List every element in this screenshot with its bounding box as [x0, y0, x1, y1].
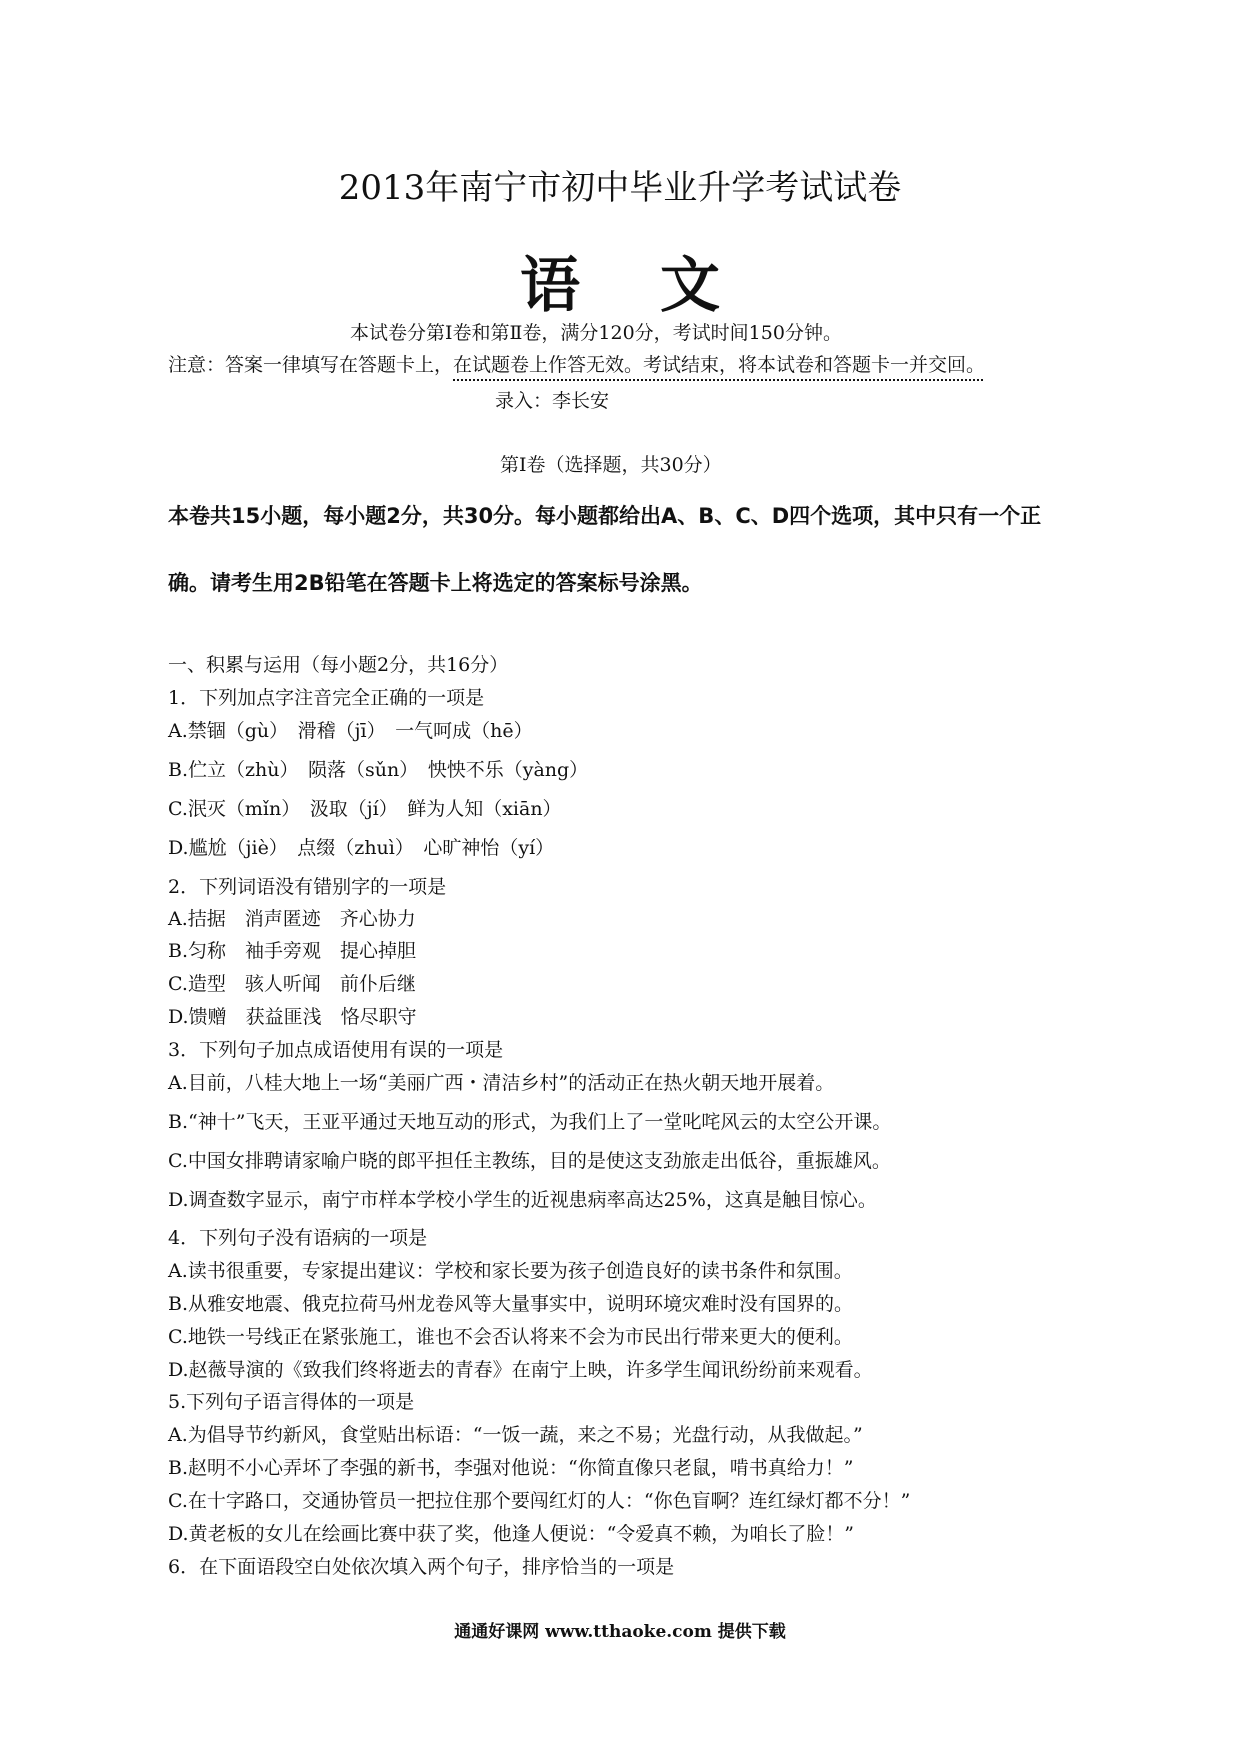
option-line: A.读书很重要，专家提出建议：学校和家长要为孩子创造良好的读书条件和氛围。 — [168, 1260, 853, 1282]
notice-emphasis: 在试题卷上作答无效。考试结束，将本试卷和答题卡一并交回。 — [453, 354, 986, 376]
option-line: B.赵明不小心弄坏了李强的新书，李强对他说：“你简直像只老鼠，啃书真给力！” — [168, 1457, 854, 1479]
part1-instruction-line1: 本卷共15小题，每小题2分，共30分。每小题都给出A、B、C、D四个选项，其中只有一个正 — [168, 504, 1042, 528]
option-line: D.馈赠 获益匪浅 恪尽职守 — [168, 1006, 417, 1028]
option-line: A.为倡导节约新风，食堂贴出标语：“一饭一蔬，来之不易；光盘行动，从我做起。” — [168, 1424, 863, 1446]
question-stem: 6．在下面语段空白处依次填入两个句子，排序恰当的一项是 — [168, 1556, 675, 1578]
section-heading: 一、积累与运用（每小题2分，共16分） — [168, 654, 509, 676]
option-line: B.从雅安地震、俄克拉荷马州龙卷风等大量事实中，说明环境灾难时没有国界的。 — [168, 1293, 854, 1315]
option-line: A.拮据 消声匿迹 齐心协力 — [168, 908, 416, 930]
question-stem: 1．下列加点字注音完全正确的一项是 — [168, 687, 485, 709]
exam-intro: 本试卷分第Ⅰ卷和第Ⅱ卷，满分120分，考试时间150分钟。 — [350, 322, 842, 344]
option-line: A.禁锢（gù） 滑稽（jī） 一气呵成（hē） — [168, 720, 533, 742]
exam-notice — [168, 350, 985, 377]
option-line: D.赵薇导演的《致我们终将逝去的青春》在南宁上映，许多学生闻讯纷纷前来观看。 — [168, 1359, 873, 1381]
option-line: D.尴尬（jiè） 点缀（zhuì） 心旷神怡（yí） — [168, 837, 555, 859]
option-line: B.匀称 袖手旁观 提心掉胆 — [168, 940, 417, 962]
subject-title: 语文 — [520, 251, 800, 321]
question-stem: 2．下列词语没有错别字的一项是 — [168, 876, 447, 898]
part1-instruction-line2: 确。请考生用2B铅笔在答题卡上将选定的答案标号涂黑。 — [168, 571, 703, 595]
part1-title: 第Ⅰ卷（选择题，共30分） — [500, 454, 722, 476]
option-line: A.目前，八桂大地上一场“美丽广西・清洁乡村”的活动正在热火朝天地开展着。 — [168, 1072, 835, 1094]
question-stem: 4．下列句子没有语病的一项是 — [168, 1227, 428, 1249]
option-line: C.泯灭（mǐn） 汲取（jí） 鲜为人知（xiān） — [168, 798, 562, 820]
option-line: D.调查数字显示，南宁市样本学校小学生的近视患病率高达25%，这真是触目惊心。 — [168, 1189, 877, 1211]
notice-prefix: 注意：答案一律填写在答题卡上， — [168, 354, 454, 376]
typist-credit: 录入：李长安 — [495, 390, 610, 412]
option-line: C.在十字路口，交通协管员一把拉住那个要闯红灯的人：“你色盲啊？连红绿灯都不分！” — [168, 1490, 911, 1512]
option-line: B.“神十”飞天，王亚平通过天地互动的形式，为我们上了一堂叱咤风云的太空公开课。 — [168, 1111, 892, 1133]
footer-source: 通通好课网 www.tthaoke.com 提供下载 — [454, 1622, 786, 1642]
option-line: C.中国女排聘请家喻户晓的郎平担任主教练，目的是使这支劲旅走出低谷，重振雄风。 — [168, 1150, 891, 1172]
option-line: C.地铁一号线正在紧张施工，谁也不会否认将来不会为市民出行带来更大的便利。 — [168, 1326, 853, 1348]
option-line: B.伫立（zhù） 陨落（sǔn） 怏怏不乐（yàng） — [168, 759, 589, 781]
question-stem: 3．下列句子加点成语使用有误的一项是 — [168, 1039, 504, 1061]
question-stem: 5.下列句子语言得体的一项是 — [168, 1391, 415, 1413]
option-line: C.造型 骇人听闻 前仆后继 — [168, 973, 416, 995]
option-line: D.黄老板的女儿在绘画比赛中获了奖，他逢人便说：“令爱真不赖，为咱长了脸！” — [168, 1523, 855, 1545]
exam-title: 2013年南宁市初中毕业升学考试试卷 — [338, 168, 902, 208]
